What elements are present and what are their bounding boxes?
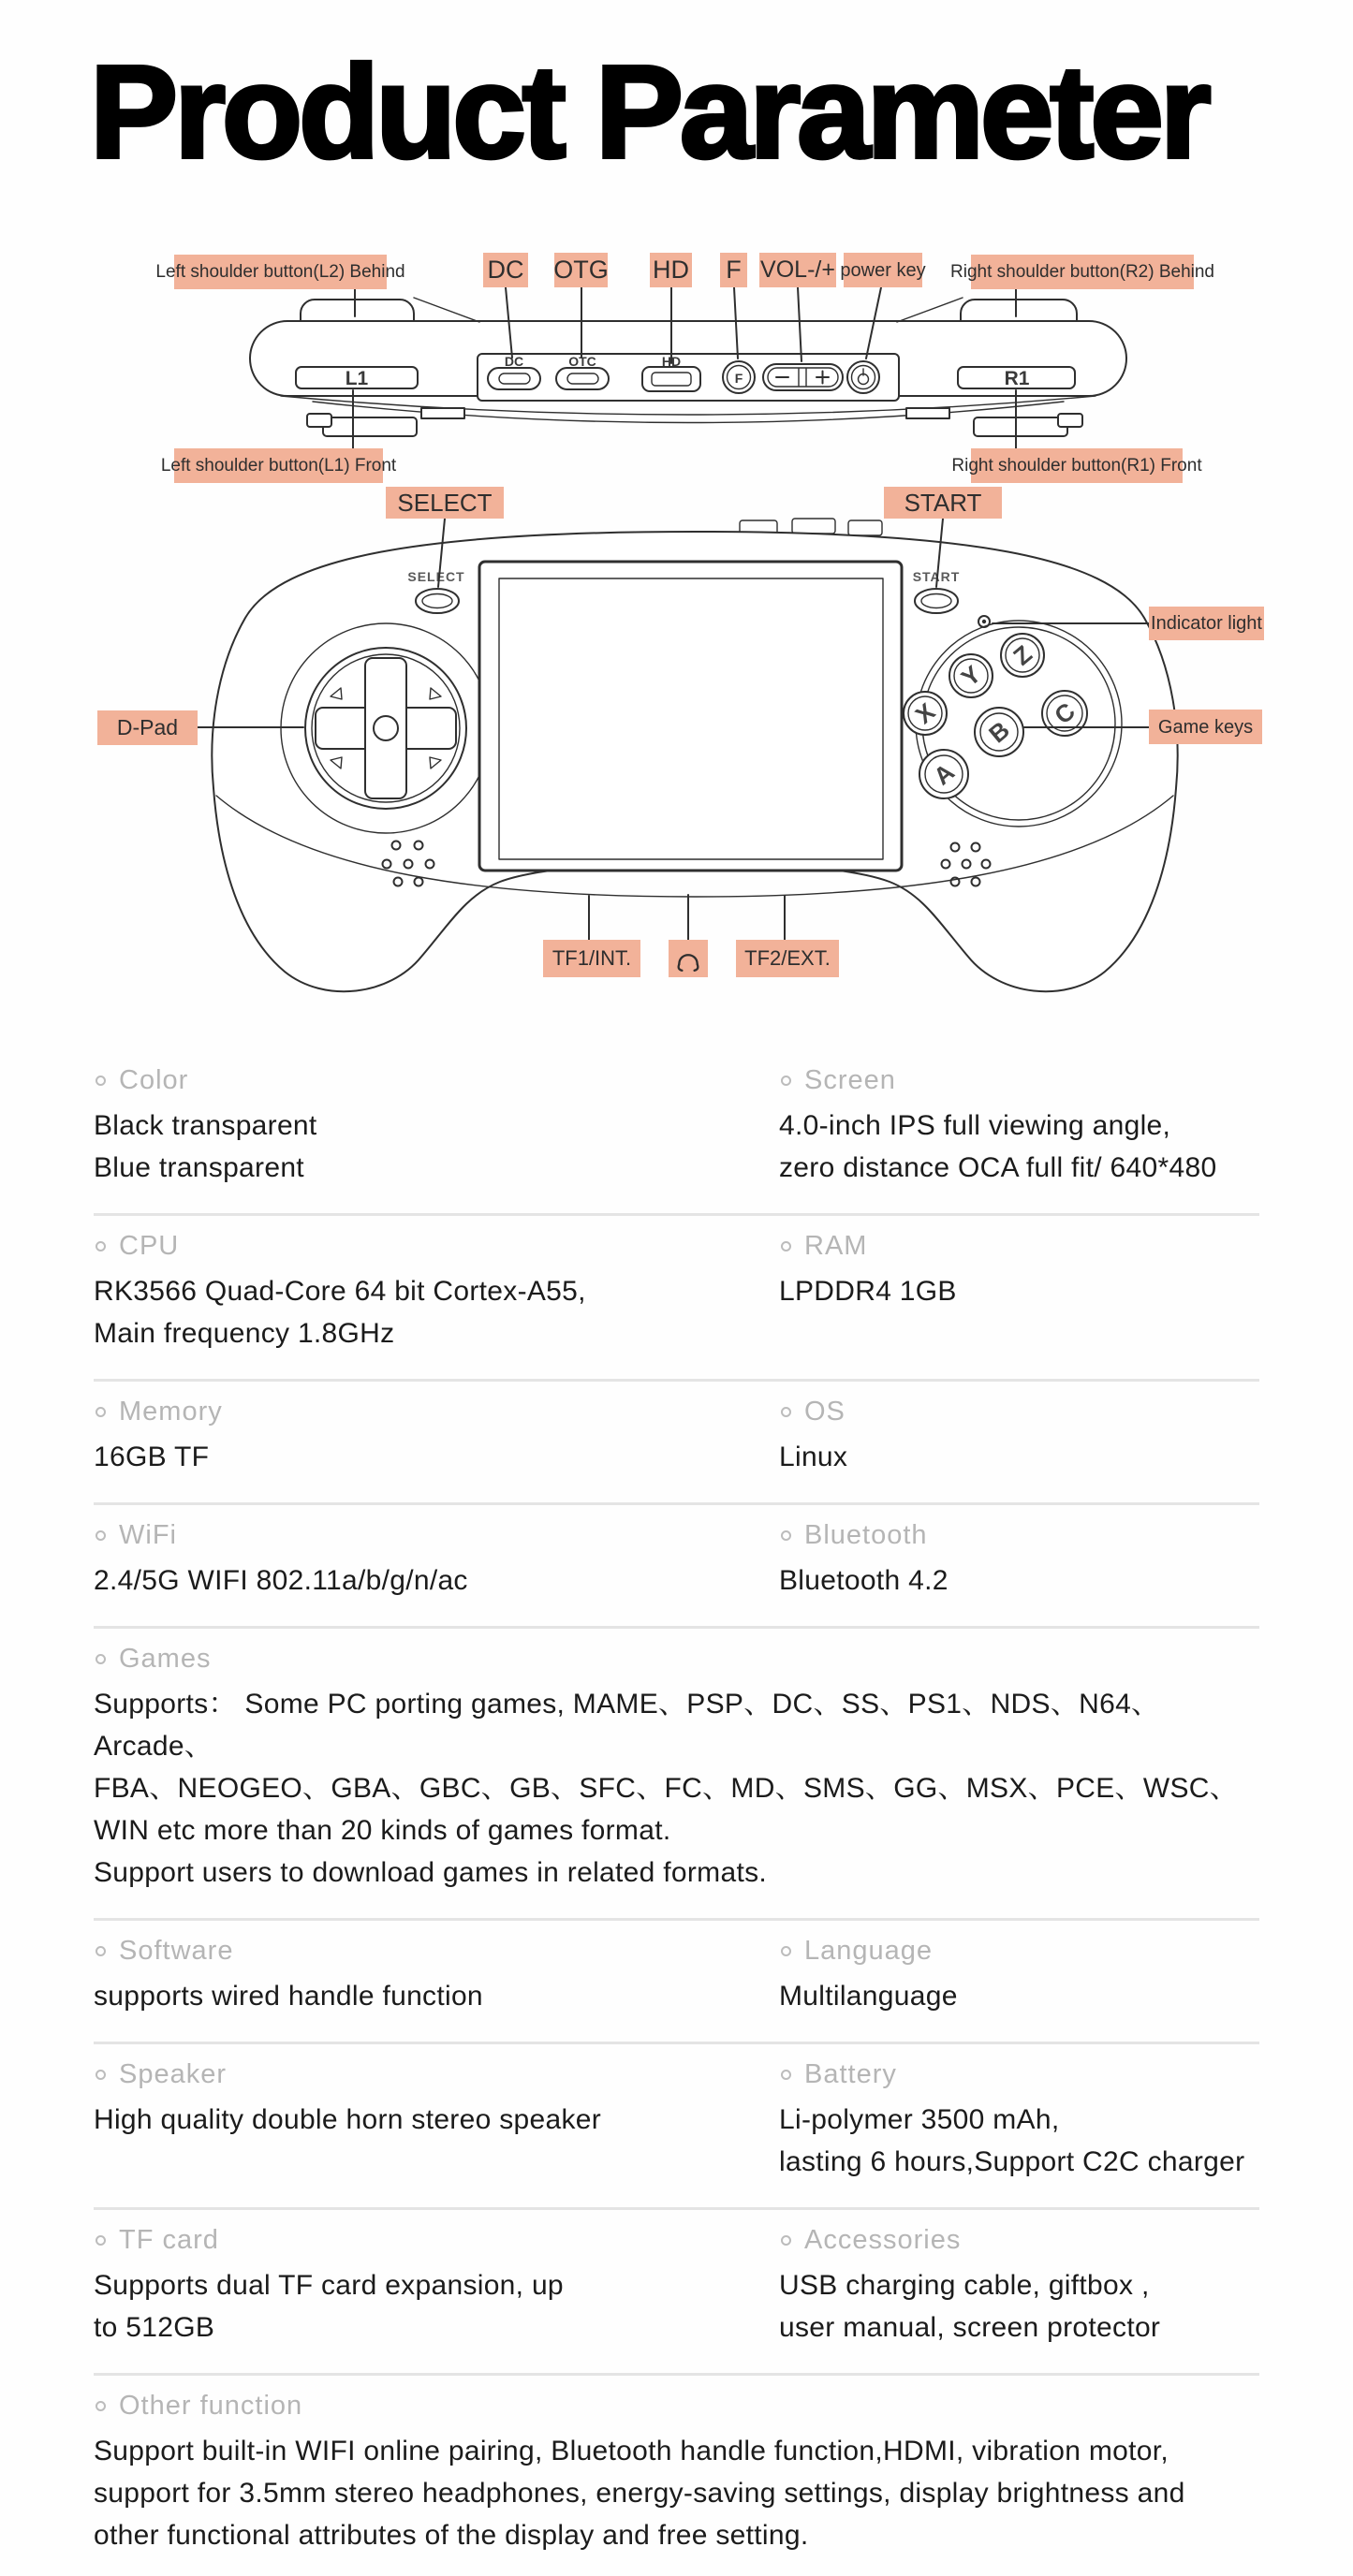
spec-value: Bluetooth 4.2	[779, 1565, 949, 1596]
bullet-ring-icon	[781, 1241, 791, 1251]
callout-start-button: START	[884, 487, 1002, 519]
header	[0, 0, 1353, 234]
spec-label: Bluetooth	[804, 1520, 928, 1550]
spec-value: zero distance OCA full fit/ 640*480	[779, 1152, 1217, 1183]
spec-row-games	[94, 1629, 1259, 1921]
bullet-ring-icon	[781, 2070, 791, 2080]
spec-row-other-function	[94, 2376, 1259, 2576]
spec-section-speaker	[94, 2059, 779, 2183]
callout-tf1-internal: TF1/INT.	[543, 940, 640, 977]
bullet-ring-icon	[781, 1946, 791, 1956]
spec-header	[781, 1936, 1259, 1966]
spec-value: Blue transparent	[94, 1152, 304, 1183]
screen	[479, 562, 902, 871]
callout-game-keys: Game keys	[1149, 710, 1262, 744]
bullet-ring-icon	[781, 1076, 791, 1086]
spec-value: Support users to download games in related formats.	[94, 1857, 768, 1888]
spec-value: 16GB TF	[94, 1442, 210, 1472]
spec-list	[94, 1048, 1259, 2576]
bullet-ring-icon	[96, 1530, 106, 1541]
spec-header	[781, 2225, 1259, 2255]
spec-label: Software	[119, 1936, 234, 1966]
spec-row-cpu-ram	[94, 1216, 1259, 1382]
spec-value: Supports dual TF card expansion, up	[94, 2270, 564, 2301]
button-y-marking: Y	[955, 659, 987, 693]
spec-value: to 512GB	[94, 2312, 215, 2343]
spec-value: High quality double horn stereo speaker	[94, 2104, 602, 2135]
spec-value: other functional attributes of the display and free setting.	[94, 2520, 809, 2551]
bullet-ring-icon	[781, 1407, 791, 1417]
l1-marking: L1	[345, 368, 369, 389]
spec-section-bluetooth	[779, 1520, 1259, 1602]
callout-headphone-jack	[669, 940, 708, 977]
spec-header	[781, 1520, 1259, 1550]
spec-section-screen	[779, 1065, 1259, 1189]
spec-section-cpu	[94, 1231, 779, 1354]
page-title: Product Parameter	[90, 37, 1208, 185]
spec-label: Speaker	[119, 2059, 228, 2089]
bullet-ring-icon	[96, 2401, 106, 2411]
spec-value: WIN etc more than 20 kinds of games format.	[94, 1815, 671, 1846]
spec-label: OS	[804, 1397, 846, 1427]
spec-section-wifi	[94, 1520, 779, 1602]
callout-r1-front: Right shoulder button(R1) Front	[971, 448, 1183, 483]
spec-header	[96, 1520, 779, 1550]
callout-hd-port: HD	[650, 253, 692, 287]
spec-header	[781, 1397, 1259, 1427]
spec-section-other-function	[94, 2391, 1259, 2556]
spec-section-ram	[779, 1231, 1259, 1354]
spec-header	[96, 2225, 779, 2255]
spec-value: Li-polymer 3500 mAh,	[779, 2104, 1060, 2135]
spec-value: lasting 6 hours,Support C2C charger	[779, 2146, 1245, 2177]
callout-r2-behind: Right shoulder button(R2) Behind	[971, 255, 1194, 289]
spec-value: Support built-in WIFI online pairing, Bluetooth handle function,HDMI, vibration motor,	[94, 2436, 1169, 2466]
spec-section-tf-card	[94, 2225, 779, 2349]
callout-otg-port: OTG	[554, 253, 608, 287]
spec-label: TF card	[119, 2225, 219, 2255]
spec-row-tfcard-accessories	[94, 2210, 1259, 2376]
spec-header	[781, 2059, 1259, 2089]
spec-header	[96, 1397, 779, 1427]
spec-section-software	[94, 1936, 779, 2017]
spec-label: Screen	[804, 1065, 896, 1095]
spec-value: FBA、NEOGEO、GBA、GBC、GB、SFC、FC、MD、SMS、GG、MSX、PCE、WSC、	[94, 1773, 1239, 1804]
bullet-ring-icon	[96, 1407, 106, 1417]
spec-section-os	[779, 1397, 1259, 1478]
callout-l1-front: Left shoulder button(L1) Front	[174, 448, 383, 483]
spec-label: Color	[119, 1065, 189, 1095]
spec-row-wifi-bluetooth	[94, 1505, 1259, 1629]
spec-header	[96, 2391, 1259, 2421]
r1-marking: R1	[1004, 368, 1030, 389]
dc-port-marking: DC	[504, 354, 524, 369]
bullet-ring-icon	[96, 1076, 106, 1086]
spec-section-games	[94, 1644, 1259, 1894]
device-diagram	[0, 234, 1353, 1048]
spec-value: support for 3.5mm stereo headphones, energy-saving settings, display brightness and	[94, 2478, 1185, 2509]
bullet-ring-icon	[781, 1530, 791, 1541]
spec-label: RAM	[804, 1231, 868, 1261]
spec-value: USB charging cable, giftbox ,	[779, 2270, 1150, 2301]
spec-value: Supports： Some PC porting games, MAME、PSP、DC、SS、PS1、NDS、N64、Arcade、	[94, 1689, 1160, 1762]
spec-label: Games	[119, 1644, 212, 1674]
headphone-icon	[674, 944, 702, 973]
callout-select-button: SELECT	[386, 487, 504, 519]
spec-section-memory	[94, 1397, 779, 1478]
spec-label: Other function	[119, 2391, 303, 2421]
bullet-ring-icon	[781, 2235, 791, 2246]
spec-value: LPDDR4 1GB	[779, 1276, 957, 1307]
spec-header	[96, 1936, 779, 1966]
spec-value: 4.0-inch IPS full viewing angle,	[779, 1110, 1171, 1141]
spec-row-speaker-battery	[94, 2044, 1259, 2210]
button-x-marking: X	[909, 696, 941, 730]
spec-value: user manual, screen protector	[779, 2312, 1161, 2343]
spec-row-color-screen	[94, 1050, 1259, 1216]
spec-value: Black transparent	[94, 1110, 317, 1141]
spec-label: Memory	[119, 1397, 223, 1427]
spec-row-memory-os	[94, 1382, 1259, 1505]
callout-volume: VOL-/+	[759, 253, 836, 287]
spec-header	[781, 1065, 1259, 1095]
bullet-ring-icon	[96, 1654, 106, 1664]
spec-label: WiFi	[119, 1520, 177, 1550]
button-b-marking: B	[983, 715, 1015, 749]
bullet-ring-icon	[96, 1241, 106, 1251]
callout-f-button: F	[720, 253, 747, 287]
callout-power-key: power key	[844, 253, 922, 287]
spec-value: Linux	[779, 1442, 848, 1472]
button-a-marking: A	[928, 757, 960, 791]
spec-header	[96, 2059, 779, 2089]
spec-header	[781, 1231, 1259, 1261]
spec-value: supports wired handle function	[94, 1981, 483, 2012]
spec-header	[96, 1231, 779, 1261]
bullet-ring-icon	[96, 2235, 106, 2246]
spec-label: Language	[804, 1936, 934, 1966]
device-line-art	[0, 234, 1353, 1048]
f-button-marking: F	[734, 371, 743, 386]
spec-value: Multilanguage	[779, 1981, 958, 2012]
callout-l2-behind: Left shoulder button(L2) Behind	[174, 255, 387, 289]
spec-label: CPU	[119, 1231, 180, 1261]
spec-section-battery	[779, 2059, 1259, 2183]
otg-port-marking: OTC	[568, 354, 596, 369]
callout-dc-port: DC	[483, 253, 528, 287]
start-marking: START	[912, 569, 961, 584]
spec-section-color	[94, 1065, 779, 1189]
spec-header	[96, 1644, 1259, 1674]
callout-indicator-light: Indicator light	[1149, 607, 1264, 640]
spec-label: Accessories	[804, 2225, 962, 2255]
spec-value: 2.4/5G WIFI 802.11a/b/g/n/ac	[94, 1565, 468, 1596]
spec-header	[96, 1065, 779, 1095]
button-z-marking: Z	[1007, 639, 1037, 671]
bullet-ring-icon	[96, 1946, 106, 1956]
select-marking: SELECT	[407, 569, 465, 584]
callout-dpad: D-Pad	[97, 710, 198, 745]
spec-label: Battery	[804, 2059, 897, 2089]
callout-tf2-external: TF2/EXT.	[736, 940, 839, 977]
spec-value: Main frequency 1.8GHz	[94, 1318, 395, 1349]
spec-value: RK3566 Quad-Core 64 bit Cortex-A55,	[94, 1276, 586, 1307]
spec-section-language	[779, 1936, 1259, 2017]
spec-row-software-language	[94, 1921, 1259, 2044]
hd-port-marking: HD	[661, 354, 682, 369]
bullet-ring-icon	[96, 2070, 106, 2080]
button-c-marking: C	[1049, 696, 1081, 730]
spec-section-accessories	[779, 2225, 1259, 2349]
